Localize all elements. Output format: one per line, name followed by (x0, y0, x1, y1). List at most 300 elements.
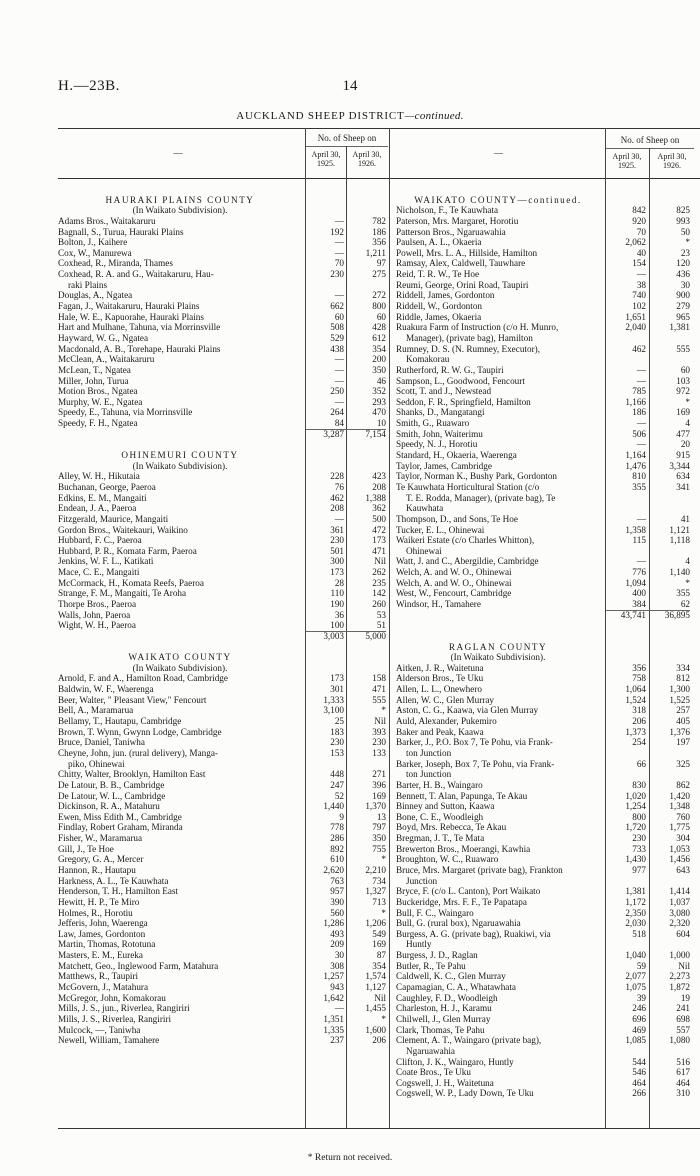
value-1926: 993 (676, 215, 690, 226)
value-1926: 4 (685, 418, 690, 429)
value-1925: — (334, 1003, 344, 1014)
entry-name-cont: Ohinewai (406, 545, 442, 556)
value-1926: 2,320 (669, 918, 690, 929)
value-1925: 115 (632, 535, 646, 546)
value-1926: 325 (676, 758, 690, 769)
value-1925: 544 (632, 1056, 646, 1067)
value-1926: 53 (376, 609, 386, 620)
entry-name: Bell, A., Maramarua (58, 705, 134, 716)
value-1926: Nil (374, 992, 386, 1003)
table-row (396, 429, 696, 440)
table-row (58, 684, 388, 695)
entry-name: Te Kauwhata Horticultural Station (c/o (396, 481, 540, 492)
entry-name: Arnold, F. and A., Hamilton Road, Cambridge (58, 673, 228, 684)
table-row (58, 833, 388, 844)
table-row (58, 301, 388, 312)
value-1925: 1,430 (625, 854, 646, 865)
entry-continuation (396, 354, 696, 365)
value-1926: 46 (376, 375, 386, 386)
value-1926: * (381, 907, 386, 918)
value-1926: 350 (372, 833, 386, 844)
value-1926: 477 (676, 428, 690, 439)
table-row (396, 290, 696, 301)
entry-name: Clifton, J. K., Waingaro, Huntly (396, 1056, 514, 1067)
blank-row (396, 631, 696, 642)
entry-name: Fagan, J., Waitakaruru, Hauraki Plains (58, 301, 200, 312)
table-row (58, 737, 388, 748)
top-rule (58, 128, 700, 129)
entry-name-cont: raki Plains (68, 279, 108, 290)
entry-name: Standard, H., Okaeria, Waerenga (396, 450, 517, 461)
entry-name: Bull, G. (rural box), Ngaruawahia (396, 918, 521, 929)
entry-name: Clark, Thomas, Te Pahu (396, 1024, 485, 1035)
table-row (58, 1025, 388, 1036)
value-1926: 208 (372, 481, 386, 492)
entry-name: Tucker, E. L., Ohinewai (396, 524, 485, 535)
right-head-line (606, 148, 694, 149)
value-1926: 350 (372, 364, 386, 375)
table-row (58, 333, 388, 344)
value-1925: — (334, 215, 344, 226)
entry-name: Masters, E. M., Eureka (58, 950, 143, 961)
table-row (396, 950, 696, 961)
table-row (396, 759, 696, 770)
table-row (58, 556, 388, 567)
entry-name: Beer, Walter, " Pleasant View," Fencourt (58, 694, 207, 705)
entry-name: Bruce, Daniel, Taniwha (58, 737, 145, 748)
table-row (396, 1067, 696, 1078)
value-1925: — (334, 247, 344, 258)
table-row (396, 886, 696, 897)
value-1925: 30 (334, 950, 344, 961)
entry-name: Cheyne, John, jun. (rural delivery), Manga- (58, 747, 218, 758)
value-1926: 436 (676, 269, 690, 280)
table-row (58, 695, 388, 706)
entry-continuation (396, 546, 696, 557)
value-1925: 610 (330, 854, 344, 865)
table-row (396, 514, 696, 525)
value-1926: 1,000 (669, 950, 690, 961)
entry-name-cont: Huntly (406, 939, 432, 950)
table-row (58, 578, 388, 589)
value-1925: — (334, 513, 344, 524)
table-row (396, 301, 696, 312)
value-1926: 698 (676, 1013, 690, 1024)
entry-name: Binney and Sutton, Kaawa (396, 801, 495, 812)
entry-name: Jefferis, John, Waerenga (58, 918, 148, 929)
value-1925: 977 (632, 865, 646, 875)
value-1925: 800 (632, 811, 646, 822)
entry-name: De Latour, B. B., Cambridge (58, 779, 165, 790)
entry-continuation (58, 759, 388, 770)
value-1926: 173 (372, 535, 386, 546)
entry-name: Mills, J. S., Riverlea, Rangiriri (58, 1013, 172, 1024)
value-1925: 60 (334, 311, 344, 322)
section-heading (58, 450, 388, 461)
value-1925: 286 (330, 833, 344, 844)
table-row (396, 854, 696, 865)
value-1925: 464 (632, 1077, 646, 1088)
value-1926: 812 (676, 673, 690, 684)
value-1925: 518 (632, 928, 646, 939)
entry-name: Ewen, Miss Edith M., Cambridge (58, 811, 182, 822)
table-row (396, 982, 696, 993)
table-row (396, 780, 696, 791)
table-row (58, 312, 388, 323)
table-row (396, 471, 696, 482)
table-row (58, 216, 388, 227)
entry-name: Bellamy, T., Hautapu, Cambridge (58, 716, 182, 727)
value-1925: 183 (330, 726, 344, 737)
value-1926: 405 (676, 716, 690, 727)
table-row (396, 227, 696, 238)
entry-name: Baker and Peak, Kaawa (396, 726, 484, 737)
total-row (396, 610, 696, 621)
value-1926: 334 (676, 662, 690, 673)
entry-name: Fisher, W., Maramarua (58, 833, 143, 844)
value-1926: 20 (680, 439, 690, 450)
table-row (58, 716, 388, 727)
value-1925: 560 (330, 907, 344, 918)
value-1926: 362 (372, 503, 386, 514)
value-1925: 957 (330, 886, 344, 897)
table-row (396, 801, 696, 812)
value-1925: 230 (330, 535, 344, 546)
table-row (396, 1057, 696, 1068)
value-1925: 356 (632, 662, 646, 673)
value-1926: 634 (676, 471, 690, 482)
value-1925: 84 (334, 418, 344, 429)
table-row (58, 929, 388, 940)
entry-name: Caldwell, K. C., Glen Murray (396, 971, 506, 982)
value-1925: 39 (636, 992, 646, 1003)
entry-name: Bull, F. C., Waingaro (396, 907, 474, 918)
value-1926: 862 (676, 779, 690, 790)
value-1925: 1,720 (625, 822, 646, 833)
entry-name: Welch, A. and W. O., Ohinewai (396, 567, 512, 578)
entry-name: Walls, John, Paeroa (58, 609, 131, 620)
value-1925: 237 (330, 1035, 344, 1046)
value-1926: 1,388 (365, 492, 386, 503)
value-1926: 1,420 (669, 790, 690, 801)
entry-name: Hale, W. E., Kapuorahe, Hauraki Plains (58, 311, 204, 322)
value-1926: 272 (372, 290, 386, 301)
entry-name: Macdonald, A. B., Torehape, Hauraki Plains (58, 343, 221, 354)
table-row (396, 525, 696, 536)
value-1925: 355 (632, 481, 646, 492)
left-col2-head: April 30, 1926. (352, 150, 382, 168)
entry-name: Buckeridge, Mrs. F. F., Te Papatapa (396, 896, 527, 907)
table-row (396, 205, 696, 216)
entry-name: Fitzgerald, Maurice, Mangaiti (58, 513, 169, 524)
value-1925: 247 (330, 779, 344, 790)
entry-name: Allen, L. L., Onewhero (396, 684, 482, 695)
value-1926: 169 (676, 407, 690, 418)
table-row (58, 993, 388, 1004)
entry-name: Powell, Mrs. L. A., Hillside, Hamilton (396, 247, 538, 258)
table-row (396, 482, 696, 493)
value-1926: 41 (680, 513, 690, 524)
value-1925: 1,333 (323, 694, 344, 705)
entry-name: Capamagian, C. A., Whatawhata (396, 982, 516, 993)
entry-name: Charleston, H. J., Karamu (396, 1003, 492, 1014)
value-1925: — (334, 237, 344, 248)
entry-name: McLean, T., Ngatea (58, 364, 131, 375)
entry-name: Bone, C. E., Woodleigh (396, 811, 484, 822)
value-1926: 36,895 (664, 609, 690, 620)
entry-name: McCormack, H., Komata Reefs, Paeroa (58, 577, 204, 588)
entry-name: Chitty, Walter, Brooklyn, Hamilton East (58, 769, 206, 780)
value-1926: 555 (372, 694, 386, 705)
value-1925: 186 (632, 407, 646, 418)
value-1926: 3,080 (669, 907, 690, 918)
value-1925: 1,172 (625, 896, 646, 907)
blank-row (58, 642, 388, 653)
value-1925: 920 (632, 215, 646, 226)
value-1925: 892 (330, 843, 344, 854)
table-row (396, 1035, 696, 1046)
value-1926: * (685, 577, 690, 588)
table-row (58, 290, 388, 301)
value-1926: 186 (372, 226, 386, 237)
value-1926: 50 (680, 226, 690, 237)
value-1925: — (636, 439, 646, 450)
table-row (396, 237, 696, 248)
value-1926: 257 (676, 705, 690, 716)
value-1925: 785 (632, 386, 646, 397)
value-1926: 797 (372, 822, 386, 833)
entry-name: Bregman, J. T., Te Mata (396, 833, 485, 844)
value-1926: 604 (676, 928, 690, 939)
table-row (396, 833, 696, 844)
entry-name: Auld, Alexander, Pukemiro (396, 716, 497, 727)
entry-name: Miller, John, Turua (58, 375, 129, 386)
table-row (396, 386, 696, 397)
value-1925: 36 (334, 609, 344, 620)
table-row (396, 673, 696, 684)
entry-name: Coate Bros., Te Uku (396, 1067, 471, 1078)
entry-name: Reumi, George, Orini Road, Taupiri (396, 279, 529, 290)
table-row (58, 248, 388, 259)
entry-name: Matchett, Geo., Inglewood Farm, Matahura (58, 960, 219, 971)
table-row (58, 258, 388, 269)
value-1926: 965 (676, 311, 690, 322)
value-1926: 1,370 (365, 801, 386, 812)
section-subheading-text: (In Waikato Subdivision). (132, 205, 228, 216)
entry-name: Paulsen, A. L., Okaeria (396, 237, 482, 248)
value-1926: 423 (372, 471, 386, 482)
table-row (58, 780, 388, 791)
value-1926: 782 (372, 215, 386, 226)
value-1925: 1,351 (323, 1013, 344, 1024)
table-row (396, 312, 696, 323)
entry-name: McGregor, John, Komakorau (58, 992, 166, 1003)
table-row (58, 1014, 388, 1025)
value-1926: 643 (676, 865, 690, 875)
left-col1-head: April 30, 1925. (311, 150, 341, 168)
value-1925: 696 (632, 1013, 646, 1024)
table-row (58, 365, 388, 376)
value-1926: 713 (372, 896, 386, 907)
value-1925: 2,062 (625, 237, 646, 248)
value-1926: 1,053 (669, 843, 690, 854)
entry-name-cont: Manager), (private bag), Hamilton (406, 332, 533, 343)
value-1926: 396 (372, 779, 386, 790)
value-1926: 915 (676, 450, 690, 461)
entry-name: Findlay, Robert Graham, Miranda (58, 822, 183, 833)
table-row (58, 599, 388, 610)
value-1925: 70 (334, 258, 344, 269)
entry-name: Speedy, N. J., Horotiu (396, 439, 478, 450)
table-row (396, 897, 696, 908)
total-row (58, 631, 388, 642)
table-row (58, 535, 388, 546)
left-column (58, 184, 388, 1046)
value-1925: 1,642 (323, 992, 344, 1003)
value-1926: 1,080 (669, 1035, 690, 1046)
section-heading-text: WAIKATO COUNTY—continued. (414, 194, 582, 205)
value-1926: * (381, 854, 386, 865)
table-row (58, 418, 388, 429)
value-1926: 19 (680, 992, 690, 1003)
value-1925: 493 (330, 928, 344, 939)
section-heading-text: WAIKATO COUNTY (128, 652, 232, 663)
value-1925: 76 (334, 481, 344, 492)
entry-name: Caughley, F. D., Woodleigh (396, 992, 498, 1003)
table-row (58, 854, 388, 865)
table-row (58, 918, 388, 929)
section-subheading (396, 652, 696, 663)
entry-name-cont: Junction (406, 875, 438, 886)
table-row (58, 950, 388, 961)
entry-name: Mills, J. S., jun., Riverlea, Rangiriri (58, 1003, 190, 1014)
value-1925: 508 (330, 322, 344, 333)
entry-name: Boyd, Mrs. Rebecca, Te Akau (396, 822, 507, 833)
entry-name: Hannon, R., Hautapu (58, 865, 136, 875)
entry-name: Aston, C. G., Kaawa, via Glen Murray (396, 705, 539, 716)
table-row (58, 386, 388, 397)
table-row (396, 407, 696, 418)
value-1926: 356 (372, 237, 386, 248)
entry-name: Speedy, F. H., Ngatea (58, 418, 138, 429)
value-1926: 612 (372, 332, 386, 343)
value-1926: 103 (676, 375, 690, 386)
table-row (58, 322, 388, 333)
table-row (396, 971, 696, 982)
value-1925: 110 (330, 588, 344, 599)
title-continued: —continued. (404, 110, 464, 122)
entry-name: Rutherford, R. W. G., Taupiri (396, 364, 504, 375)
entry-name: Martin, Thomas, Rototuna (58, 939, 156, 950)
table-row (396, 322, 696, 333)
value-1925: 192 (330, 226, 344, 237)
value-1925: 1,651 (625, 311, 646, 322)
value-1926: 3,344 (669, 460, 690, 471)
right-group-label: No. of Sheep on (620, 135, 680, 145)
blank-row (396, 620, 696, 631)
value-1926: 5,000 (365, 630, 386, 641)
entry-continuation (396, 876, 696, 887)
value-1925: — (636, 556, 646, 567)
table-row (58, 354, 388, 365)
table-row (58, 908, 388, 919)
value-1925: 1,286 (323, 918, 344, 929)
table-row (58, 514, 388, 525)
value-1925: 209 (330, 939, 344, 950)
value-1925: 300 (330, 556, 344, 567)
table-row (396, 450, 696, 461)
value-1926: 235 (372, 577, 386, 588)
table-row (58, 482, 388, 493)
table-row (58, 886, 388, 897)
entry-name: Allen, W. C., Glen Murray (396, 694, 494, 705)
value-1926: 1,574 (365, 971, 386, 982)
entry-name: Burgess, J. D., Raglan (396, 950, 478, 961)
total-row (58, 429, 388, 440)
value-1925: 842 (632, 205, 646, 216)
entry-name: Hayward, W. G., Ngatea (58, 332, 149, 343)
table-row (58, 227, 388, 238)
value-1925: 830 (632, 779, 646, 790)
value-1925: 43,741 (620, 609, 646, 620)
table-row (396, 461, 696, 472)
value-1925: 301 (330, 684, 344, 695)
entry-name: Barter, H. B., Waingaro (396, 779, 483, 790)
value-1926: 23 (680, 247, 690, 258)
table-row (58, 939, 388, 950)
entry-continuation (396, 748, 696, 759)
table-row (58, 471, 388, 482)
value-1925: 1,381 (625, 886, 646, 897)
value-1925: — (636, 269, 646, 280)
entry-name: Bagnall, S., Turua, Hauraki Plains (58, 226, 184, 237)
entry-name: Ruakura Farm of Instruction (c/o H. Munro, (396, 322, 559, 333)
entry-name: Matthews, R., Taupiri (58, 971, 139, 982)
head-rule (58, 178, 700, 179)
table-row (396, 908, 696, 919)
table-row (58, 748, 388, 759)
table-row (396, 1014, 696, 1025)
value-1925: 208 (330, 503, 344, 514)
value-1926: Nil (374, 556, 386, 567)
table-row (396, 1003, 696, 1014)
value-1925: 318 (632, 705, 646, 716)
table-row (396, 791, 696, 802)
table-row (58, 269, 388, 280)
table-row (396, 588, 696, 599)
entry-name: Hewitt, H. P., Te Miro (58, 896, 140, 907)
entry-name: Gregory, G. A., Mercer (58, 854, 144, 865)
value-1926: 62 (680, 598, 690, 609)
value-1925: 266 (632, 1088, 646, 1099)
table-row (396, 269, 696, 280)
entry-name: Alley, W. H., Hikutaia (58, 471, 140, 482)
value-1925: 1,064 (625, 684, 646, 695)
value-1925: 740 (632, 290, 646, 301)
entry-name: Watt, J. and C., Abergildie, Cambridge (396, 556, 539, 567)
entry-name-cont: Komakorau (406, 354, 450, 365)
table-row (58, 812, 388, 823)
value-1925: 3,287 (323, 428, 344, 439)
entry-name: Gill, J., Te Hoe (58, 843, 114, 854)
right-dash: — (494, 148, 503, 158)
table-row (396, 844, 696, 855)
table-row (58, 525, 388, 536)
entry-name: Reid, T. R. W., Te Hoe (396, 269, 480, 280)
table-row (58, 503, 388, 514)
table-row (396, 1025, 696, 1036)
value-1925: 384 (632, 598, 646, 609)
